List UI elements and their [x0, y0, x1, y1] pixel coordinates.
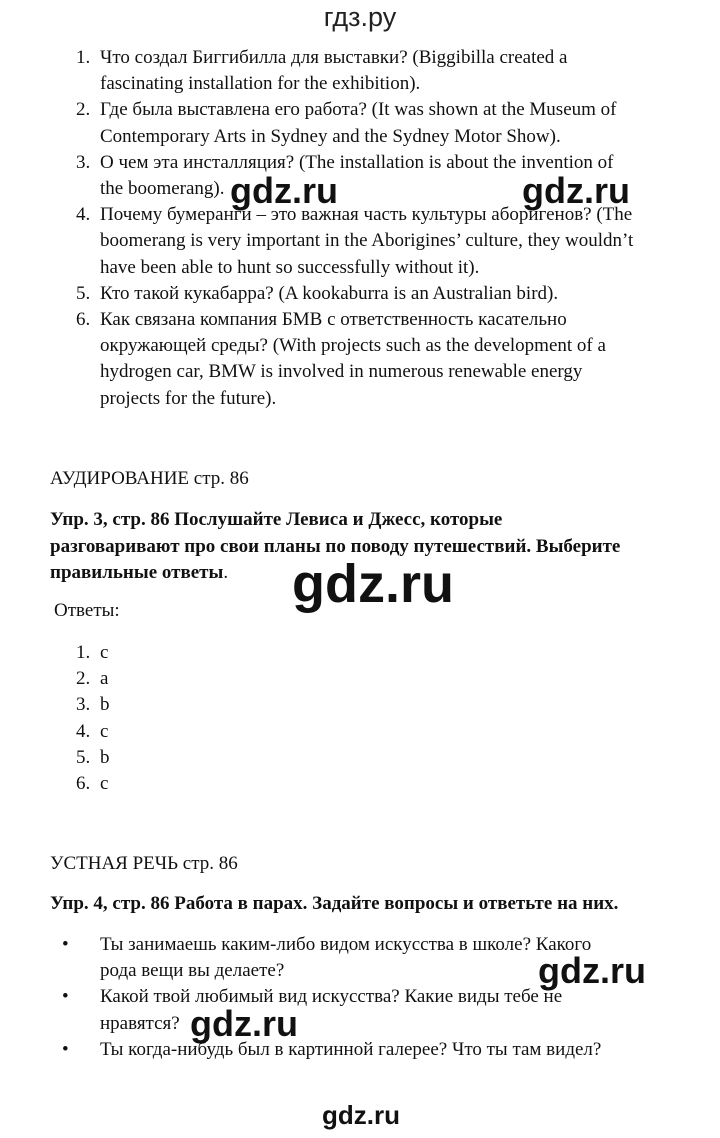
list-item: [76, 771, 110, 797]
list-item: [76, 45, 676, 97]
page-header-site: гдз.ру: [323, 2, 397, 32]
item-text: [100, 202, 676, 281]
text-line: projects for the future).: [100, 387, 277, 409]
text-line: boomerang is very important in the Aborigines’ culture, they wouldn’t: [100, 230, 634, 252]
bullet-icon: •: [62, 1038, 69, 1060]
bullet-icon: •: [62, 986, 69, 1008]
text-line: О чем эта инсталляция? (The installation is about the invention of: [100, 151, 614, 173]
bullet-icon: •: [62, 934, 69, 955]
watermark: gdz.ru: [522, 170, 630, 211]
questions-list: [76, 45, 676, 412]
watermark: gdz.ru: [190, 1003, 298, 1044]
list-item: [76, 666, 110, 692]
answer-value: b: [100, 746, 110, 768]
text-line: Почему бумеранги – это важная часть культуры аборигенов? (The: [100, 204, 633, 226]
list-item: [62, 1037, 662, 1063]
text-line: Ты когда-нибудь был в картинной галерее? Что ты там видел?: [100, 1038, 602, 1060]
watermark: gdz.ru: [292, 554, 454, 614]
text-line: Какой твой любимый вид искусства? Какие виды тебе не: [100, 986, 563, 1008]
text-line: окружающей среды? (With projects such as the development of a: [100, 335, 606, 357]
item-number: 6.: [76, 773, 91, 795]
text-line: Кто такой кукабарра? (A kookaburra is an Australian bird).: [100, 282, 559, 304]
exercise-4-task: Упр. 4, стр. 86 Работа в парах. Задайте вопросы и ответьте на них.: [50, 893, 619, 914]
item-number: 5.: [76, 282, 91, 304]
item-number: 2.: [76, 668, 91, 690]
answer-value: b: [100, 694, 110, 716]
item-text: [100, 281, 676, 307]
watermark: gdz.ru: [538, 950, 646, 991]
answer-value: a: [100, 668, 109, 690]
item-number: 1.: [76, 642, 91, 663]
list-item: [76, 692, 110, 718]
watermark: gdz.ru: [322, 1100, 400, 1130]
text-line: Где была выставлена его работа? (It was shown at the Museum of: [100, 99, 617, 121]
text-line: разговаривают про свои планы по поводу путешествий. Выберите: [50, 535, 621, 557]
text-line: правильные ответы: [50, 562, 224, 583]
answer-value: c: [100, 773, 109, 795]
text-line: нравятся?: [100, 1012, 180, 1034]
list-item: [76, 202, 676, 281]
item-number: 6.: [76, 309, 91, 331]
list-item: [76, 97, 676, 149]
section-heading-listening: АУДИРОВАНИЕ стр. 86: [50, 468, 249, 489]
item-number: 3.: [76, 694, 91, 716]
item-text: [100, 45, 676, 97]
text-line: hydrogen car, BMW is involved in numerous renewable energy: [100, 361, 583, 383]
text-line: рода вещи вы делаете?: [100, 960, 285, 982]
text-line: Ты занимаешь каким-либо видом искусства в школе? Какого: [100, 934, 592, 955]
answers-label: Ответы:: [54, 600, 120, 621]
text-line: Упр. 3, стр. 86 Послушайте Левиса и Джесс, которые: [50, 509, 503, 530]
item-number: 4.: [76, 204, 91, 226]
answers-list: [76, 640, 110, 797]
text-line: the boomerang).: [100, 178, 225, 200]
section-heading-speaking: УСТНАЯ РЕЧЬ стр. 86: [50, 853, 238, 874]
list-item: [76, 307, 676, 412]
list-item: [76, 745, 110, 771]
item-number: 5.: [76, 746, 91, 768]
item-number: 2.: [76, 99, 91, 121]
item-text: [100, 97, 676, 149]
item-text: [100, 307, 676, 412]
text-line: Как связана компания БМВ с ответственность касательно: [100, 309, 567, 331]
watermark: gdz.ru: [230, 170, 338, 211]
text-line: have been able to hunt so successfully without it).: [100, 256, 480, 278]
text-line: Что создал Биггибилла для выставки? (Biggibilla created a: [100, 47, 568, 68]
list-item: [62, 984, 662, 1036]
text-line: fascinating installation for the exhibition).: [100, 73, 421, 95]
text-line: Contemporary Arts in Sydney and the Sydney Motor Show).: [100, 125, 561, 147]
item-number: 4.: [76, 720, 91, 742]
list-item: [76, 719, 110, 745]
text-line-end: .: [223, 562, 229, 583]
item-number: 1.: [76, 47, 91, 68]
answer-value: c: [100, 720, 109, 742]
answer-value: c: [100, 642, 109, 663]
list-item: [76, 640, 110, 666]
list-item: [76, 281, 676, 307]
item-number: 3.: [76, 151, 91, 173]
